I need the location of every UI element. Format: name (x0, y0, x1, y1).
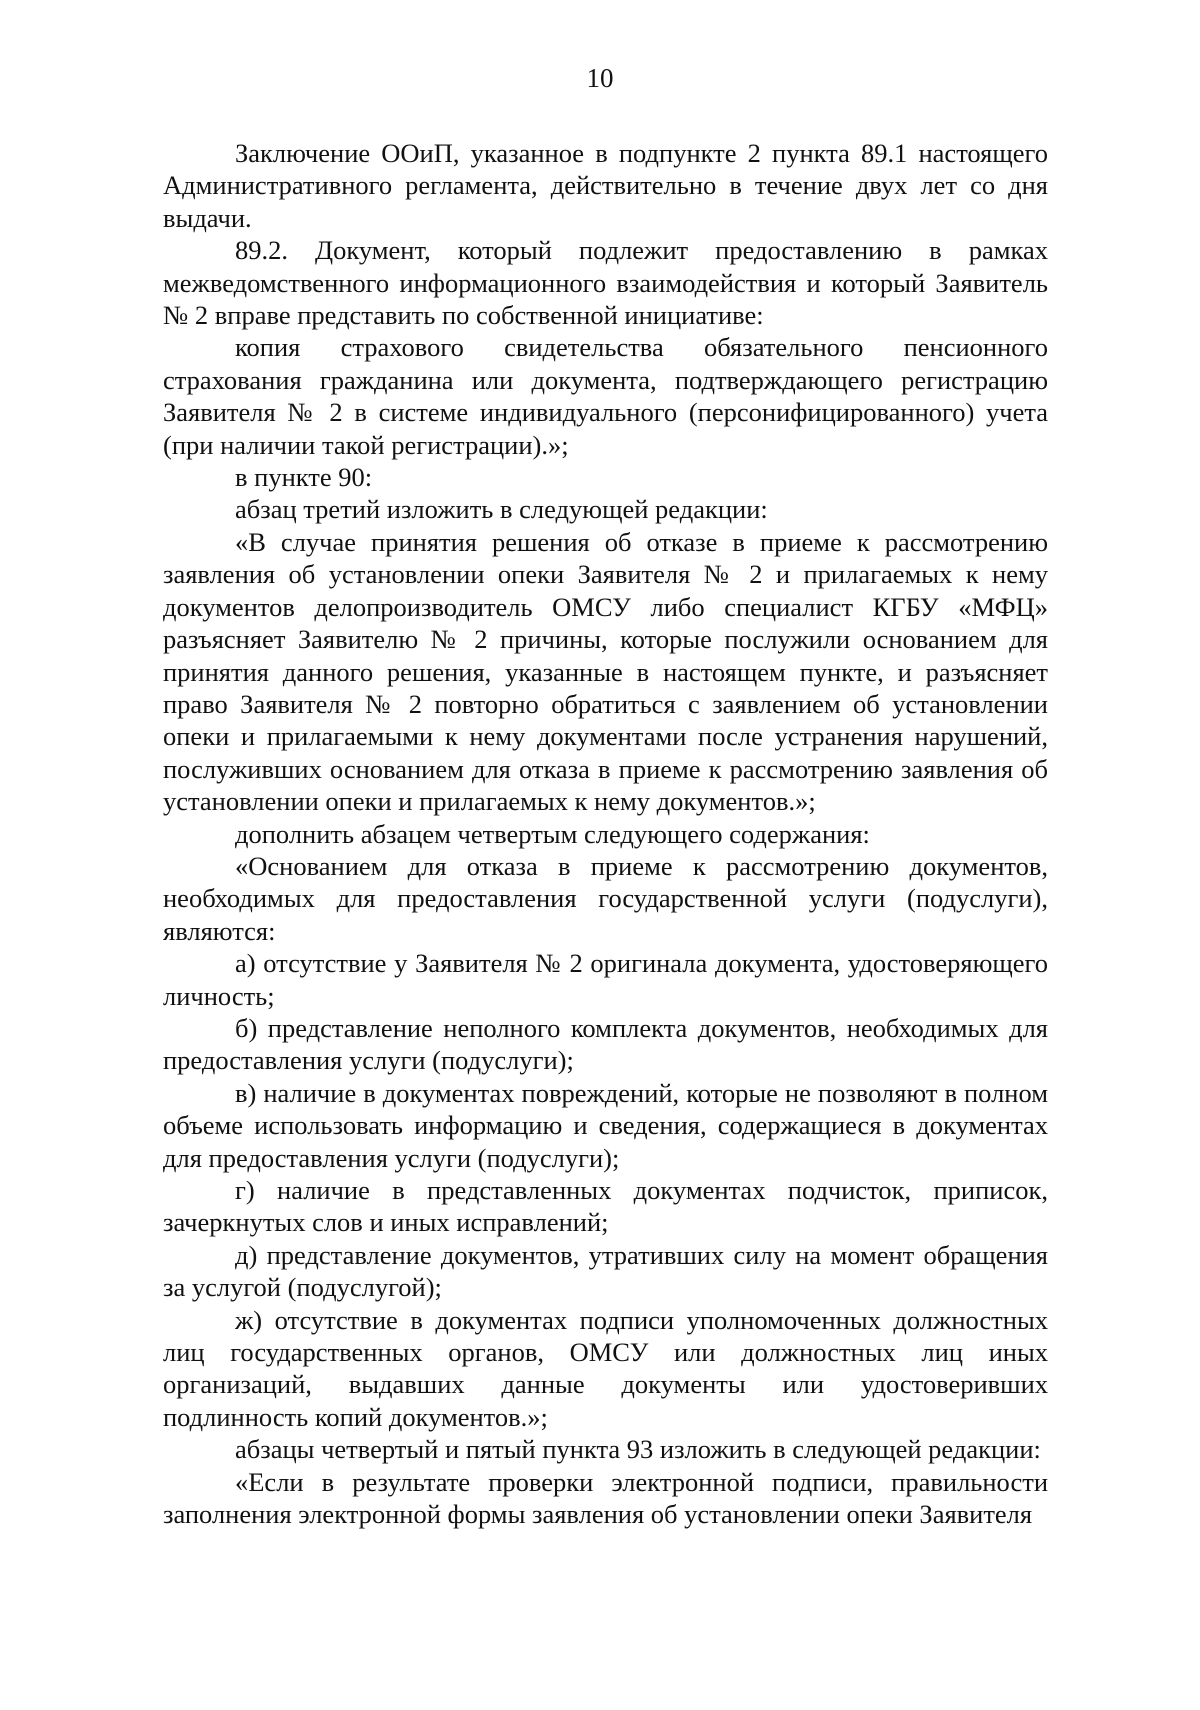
list-item-g: г) наличие в представленных документах подчисток, приписок, зачеркнутых слов и иных исправлений; (163, 1175, 1048, 1238)
list-item-b: б) представление неполного комплекта документов, необходимых для предоставления услуги (подуслуги); (163, 1012, 1048, 1076)
paragraph-ooip-conclusion: Заключение ООиП, указанное в подпункте 2 пункта 89.1 настоящего Административного регламента, действительно в течение двух лет со дня выдачи. (163, 138, 1048, 233)
list-item-a: а) отсутствие у Заявителя № 2 оригинала документа, удостоверяющего личность; (163, 948, 1048, 1011)
paragraph-third-abzac: абзац третий изложить в следующей редакции: (235, 494, 768, 525)
paragraph-clause-93: абзацы четвертый и пятый пункта 93 изложить в следующей редакции: (235, 1434, 1041, 1465)
list-item-v: в) наличие в документах повреждений, которые не позволяют в полном объеме использовать информацию и сведения, содержащиеся в документах для предоставления услуги (подуслуги); (163, 1077, 1048, 1173)
paragraph-89-2: 89.2. Документ, который подлежит предоставлению в рамках межведомственного информационного взаимодействия и который Заявитель № 2 вправе представить по собственной инициативе: (163, 235, 1048, 331)
document-body (163, 137, 1048, 1530)
paragraph-refusal-case: «В случае принятия решения об отказе в приеме к рассмотрению заявления об установлении опеки Заявителя № 2 и прилагаемых к нему документов делопроизводитель ОМСУ либо специалист КГБУ «МФЦ» разъясняет Заявителю № 2 причины, которые послужили основанием для принятия данного решения, указанные в настоящем пункте, и разъясняет право Заявителя № 2 повторно обратиться с заявлением об установлении опеки и прилагаемыми к нему документами после устранения нарушений, послуживших основанием для отказа в приеме к рассмотрению заявления об установлении опеки и прилагаемых к нему документов.»; (163, 526, 1048, 817)
list-item-zh: ж) отсутствие в документах подписи уполномоченных должностных лиц государственных органов, ОМСУ или должностных лиц иных организаций, выдавших данные документы или удостоверивших подлинность копий документов.»; (163, 1304, 1048, 1432)
paragraph-add-fourth-abzac: дополнить абзацем четвертым следующего содержания: (235, 818, 870, 849)
list-item-d: д) представление документов, утративших силу на момент обращения за услугой (подуслугой); (163, 1239, 1048, 1303)
paragraph-refusal-grounds: «Основанием для отказа в приеме к рассмотрению документов, необходимых для предоставления государственной услуги (подуслуги), являются: (163, 850, 1048, 946)
paragraph-insurance-copy: копия страхового свидетельства обязательного пенсионного страхования гражданина или документа, подтверждающего регистрацию Заявителя № 2 в системе индивидуального (персонифицированного) учета (при наличии такой регистрации).»; (163, 332, 1048, 460)
paragraph-clause-90: в пункте 90: (235, 462, 373, 493)
paragraph-signature-check: «Если в результате проверки электронной подписи, правильности заполнения электронной формы заявления об установлении опеки Заявителя (163, 1466, 1048, 1530)
page-number: 10 (586, 63, 614, 93)
